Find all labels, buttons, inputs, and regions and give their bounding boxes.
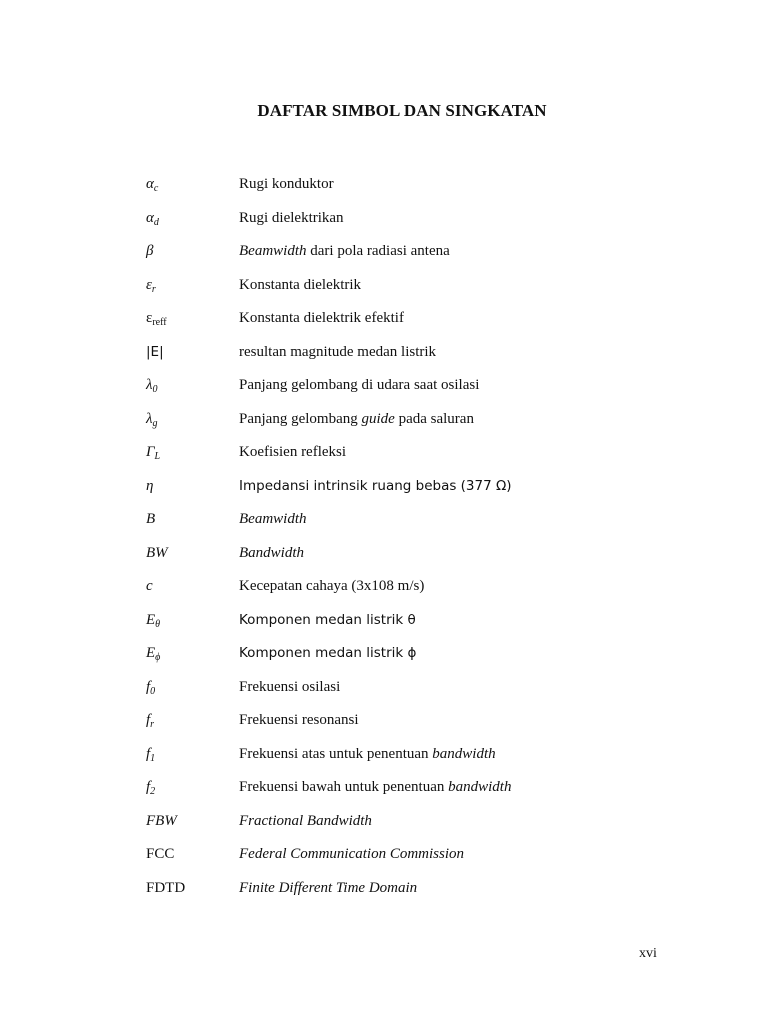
- symbol-list: [146, 170, 706, 907]
- symbol-subscript: θ: [155, 618, 161, 630]
- symbol-main: ε: [146, 310, 153, 326]
- symbol-description: [239, 371, 479, 399]
- description-text: pada saluran: [394, 410, 474, 427]
- symbol: [146, 706, 154, 734]
- symbol: [146, 438, 160, 466]
- symbol-row: [146, 740, 706, 774]
- symbol-row: [146, 673, 706, 707]
- symbol-subscript: 0: [152, 384, 158, 395]
- symbol: [146, 874, 185, 902]
- symbol-subscript: reff: [152, 317, 167, 328]
- symbol-main: f: [146, 712, 151, 728]
- symbol-main: FBW: [146, 812, 177, 829]
- description-text: Bandwidth: [239, 544, 305, 561]
- symbol: [146, 572, 153, 600]
- symbol-description: [239, 840, 464, 868]
- symbol: [146, 338, 164, 366]
- symbol: [146, 505, 155, 533]
- symbol-subscript: L: [154, 451, 161, 462]
- symbol-description: [239, 472, 512, 500]
- symbol: [146, 606, 160, 634]
- description-text: Impedansi intrinsik ruang bebas (377 Ω): [239, 477, 512, 494]
- symbol-description: [239, 204, 344, 232]
- symbol-main: η: [146, 477, 154, 494]
- symbol-main: B: [146, 511, 156, 527]
- description-text: dari pola radiasi antena: [306, 243, 450, 259]
- description-text: Komponen medan listrik ϕ: [239, 645, 417, 661]
- symbol-main: E: [146, 645, 156, 661]
- symbol: [146, 237, 153, 265]
- symbol-main: ε: [146, 276, 152, 293]
- symbol-main: f: [146, 779, 151, 795]
- symbol-subscript: 0: [150, 685, 156, 697]
- symbol-row: [146, 539, 706, 573]
- symbol-description: [239, 706, 359, 734]
- symbol: [146, 304, 167, 332]
- symbol-description: [239, 606, 416, 634]
- symbol-description: [239, 237, 450, 265]
- symbol-row: [146, 271, 706, 305]
- symbol-main: λ: [146, 377, 153, 393]
- symbol-subscript: 2: [150, 786, 156, 797]
- symbol-description: [239, 673, 340, 701]
- symbol-main: Γ: [146, 444, 155, 460]
- description-text: Konstanta dielektrik: [239, 276, 362, 293]
- symbol-row: [146, 773, 706, 807]
- symbol-row: [146, 505, 706, 539]
- symbol-main: BW: [146, 544, 168, 561]
- symbol-row: [146, 472, 706, 506]
- symbol-row: [146, 572, 706, 606]
- symbol-row: [146, 304, 706, 338]
- symbol-subscript: g: [152, 417, 158, 429]
- description-text: Frekuensi atas untuk penentuan: [239, 745, 433, 762]
- symbol-description: [239, 505, 307, 533]
- description-text: Kecepatan cahaya (3x108 m/s): [239, 578, 425, 594]
- symbol-row: [146, 405, 706, 439]
- symbol-subscript: r: [151, 283, 156, 295]
- symbol-description: [239, 539, 304, 567]
- symbol: [146, 740, 155, 768]
- description-text: Konstanta dielektrik efektif: [239, 310, 404, 326]
- symbol-main: β: [146, 243, 154, 259]
- description-text: Rugi konduktor: [239, 176, 334, 192]
- symbol-description: [239, 405, 474, 433]
- symbol-row: [146, 874, 706, 908]
- description-text: Fractional Bandwidth: [239, 812, 372, 829]
- description-text: Rugi dielektrikan: [239, 209, 344, 226]
- symbol-main: E: [146, 611, 156, 628]
- symbol-main: |E|: [146, 343, 164, 360]
- symbol-description: [239, 639, 416, 667]
- description-text: Frekuensi resonansi: [239, 712, 359, 728]
- symbol-description: [239, 572, 424, 600]
- description-text: Federal Communication Commission: [239, 846, 464, 862]
- symbol-row: [146, 840, 706, 874]
- symbol-row: [146, 438, 706, 472]
- symbol-description: [239, 338, 436, 366]
- symbol-main: α: [146, 209, 154, 226]
- symbol-row: [146, 807, 706, 841]
- description-text: Komponen medan listrik θ: [239, 611, 416, 628]
- description-text: bandwidth: [448, 779, 512, 795]
- symbol-description: [239, 773, 511, 801]
- symbol-subscript: d: [153, 216, 159, 228]
- symbol: [146, 271, 156, 299]
- description-text: Beamwidth: [239, 243, 307, 259]
- symbol: [146, 840, 174, 868]
- description-text: Panjang gelombang: [239, 410, 362, 427]
- symbol: [146, 639, 160, 667]
- symbol: [146, 472, 153, 500]
- symbol-description: [239, 874, 417, 902]
- symbol-main: λ: [146, 410, 153, 427]
- page-title: DAFTAR SIMBOL DAN SINGKATAN: [257, 101, 547, 120]
- symbol-description: [239, 438, 346, 466]
- symbol: [146, 170, 158, 198]
- symbol-row: [146, 639, 706, 673]
- symbol: [146, 371, 158, 399]
- symbol-subscript: r: [150, 719, 155, 730]
- symbol-subscript: c: [153, 183, 159, 194]
- symbol: [146, 204, 159, 232]
- symbol-main: α: [146, 176, 154, 192]
- symbol-row: [146, 706, 706, 740]
- symbol-row: [146, 606, 706, 640]
- symbol: [146, 539, 168, 567]
- symbol-main: f: [146, 678, 151, 695]
- description-text: Frekuensi bawah untuk penentuan: [239, 779, 449, 795]
- symbol-main: c: [146, 578, 153, 594]
- symbol-row: [146, 170, 706, 204]
- description-text: Panjang gelombang di udara saat osilasi: [239, 377, 480, 393]
- symbol: [146, 807, 177, 835]
- symbol-main: FCC: [146, 846, 175, 862]
- symbol-description: [239, 807, 372, 835]
- symbol: [146, 405, 158, 433]
- description-text: Koefisien refleksi: [239, 444, 347, 460]
- symbol-subscript: ϕ: [155, 652, 161, 663]
- symbol-row: [146, 371, 706, 405]
- symbol-row: [146, 237, 706, 271]
- symbol-description: [239, 304, 404, 332]
- symbol: [146, 773, 155, 801]
- symbol-description: [239, 740, 496, 768]
- description-text: guide: [361, 410, 395, 427]
- symbol-subscript: 1: [150, 752, 156, 764]
- description-text: Beamwidth: [239, 511, 307, 527]
- symbol-main: f: [146, 745, 151, 762]
- description-text: bandwidth: [432, 745, 496, 762]
- symbol-row: [146, 338, 706, 372]
- description-text: resultan magnitude medan listrik: [239, 343, 437, 360]
- description-text: Finite Different Time Domain: [239, 879, 418, 896]
- description-text: Frekuensi osilasi: [239, 678, 341, 695]
- symbol-description: [239, 170, 334, 198]
- symbol-row: [146, 204, 706, 238]
- symbol: [146, 673, 155, 701]
- symbol-description: [239, 271, 361, 299]
- page-number: xvi: [639, 946, 657, 961]
- symbol-main: FDTD: [146, 879, 186, 896]
